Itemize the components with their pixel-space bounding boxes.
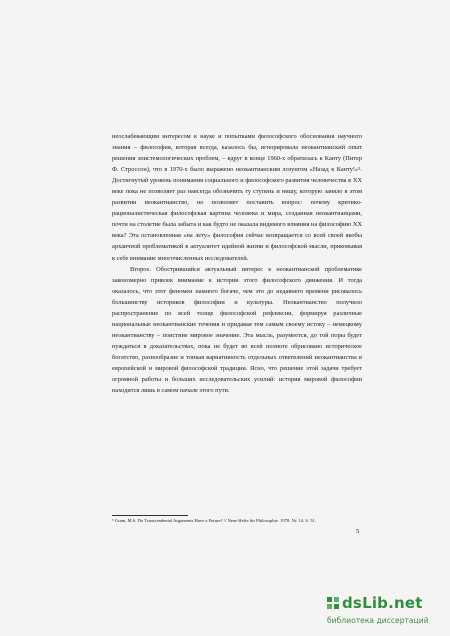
- footnote: ⁵ Grаm, M.S. Do Transcendental Arguments Have a Future? // Neue Hefte für Philosophie. 1978. Nr. 14. S. 51.: [112, 518, 316, 523]
- footnote-divider: [112, 515, 188, 516]
- watermark-title: dsLib.net: [342, 594, 423, 612]
- paragraph-2: Второе. Обострившийся актуальный интерес к неокантианской проблематике закономерно привлек внимание к истории этого философского движения. И тогда оказалось, что этот феномен намного богаче, чем это до недавнего времени рисовалось большинству историков философии и культуры. Неокантианство получило распространение по всей толще философской рефлексии, формируя различные национальные неокантианские течения и придавая тем самым своему истоку – немецкому неокантианству – поистине мировое значение. Эта мысль, разумеется, до той поры будет нуждаться в доказательствах, пока не будет во всей полноте обрисовано историческое богатство, разнообразие и тонкая вариативность отдельных ответвлений неокантианства в европейской и мировой философской традиции. Ясно, что решение этой задачи требует огромной работы и больших исследовательских усилий: история мировой философии находится лишь в самом начале этого пути.: [112, 265, 362, 395]
- watermark-subtitle: библиотека диссертаций: [327, 616, 429, 625]
- dslib-logo-icon: [326, 596, 340, 610]
- body-text: [112, 131, 362, 396]
- watermark[interactable]: [326, 596, 436, 630]
- paragraph-1: неослабевающим интересом к науке и попытками философского обоснования научного знания – философия, которая всегда, казалось бы, игнорировала неокантианский опыт решения эпистемологических проблем, – вдруг в конце 1960-х обратилась к Канту (Питер Ф. Строссон), что в 1970-х было выражено неокантианским лозунгом «Назад к Канту!»⁵. Достигнутый уровень понимания социального и философского развития человечества в XX веке пока не позволяет раз навсегда обозначить ту ступень и нишу, которую заняло в этом развитии неокантианство, но позволяет поставить вопрос: почему критико-рационалистическая философская картина человека и мира, созданная неокантианцами, почти на столетие была забыта и как будто не оказала видимого влияния на философию XX века? Эта остановленная «на лету» философия сейчас возвращается со всей своей якобы архаичной проблематикой в актуалитет идейной жизни и философской мысли, приковывая к себе внимание многочисленных исследователей.: [112, 133, 362, 262]
- page-number: 5: [356, 528, 360, 535]
